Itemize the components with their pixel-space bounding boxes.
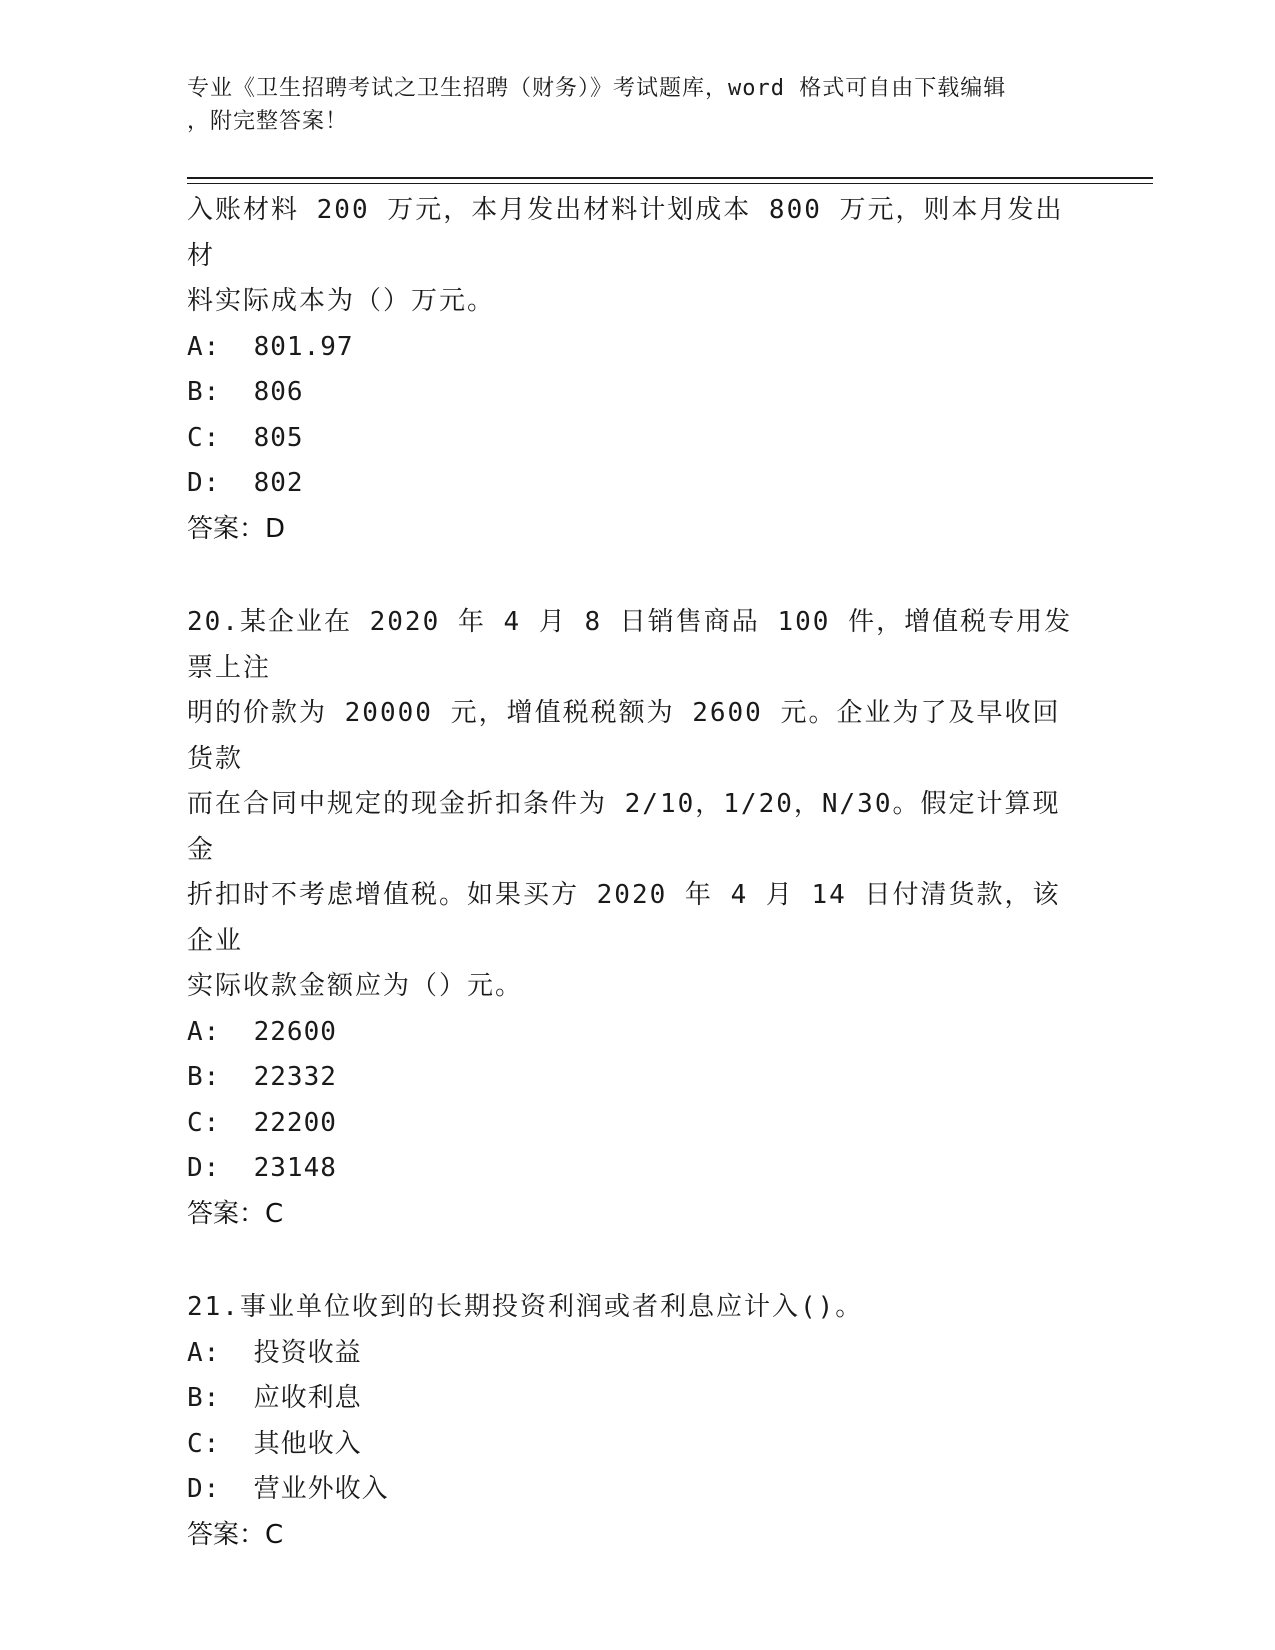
document-header <box>187 72 1067 138</box>
option-d: D: 23148 <box>187 1153 337 1183</box>
option-a: A: 22600 <box>187 1016 337 1047</box>
header-line-1: 专业《卫生招聘考试之卫生招聘（财务）》考试题库，word 格式可自由下载编辑 <box>187 76 1007 101</box>
spacer <box>187 1237 1087 1285</box>
option-b: B: 应收利息 <box>187 1383 362 1413</box>
question-text-line: 折扣时不考虑增值税。如果买方 2020 年 4 月 14 日付清货款，该企业 <box>187 880 1061 956</box>
option-b: B: 22332 <box>187 1062 337 1092</box>
question-text-line: 料实际成本为（）万元。 <box>187 286 496 316</box>
spacer <box>187 552 1087 600</box>
question-20 <box>187 600 1087 1237</box>
option-c: C: 22200 <box>187 1107 337 1138</box>
question-text-line: 21.事业单位收到的长期投资利润或者利息应计入()。 <box>187 1292 864 1322</box>
question-text-line: 明的价款为 20000 元，增值税税额为 2600 元。企业为了及早收回货款 <box>187 698 1061 774</box>
question-text-line: 20.某企业在 2020 年 4 月 8 日销售商品 100 件，增值税专用发票上注 <box>187 607 1073 683</box>
option-d: D: 802 <box>187 468 304 498</box>
option-c: C: 其他收入 <box>187 1428 362 1459</box>
document-body <box>187 188 1087 1558</box>
option-a: A: 投资收益 <box>187 1337 362 1368</box>
option-b: B: 806 <box>187 377 304 407</box>
header-rule-thin <box>187 183 1153 184</box>
question-19 <box>187 188 1087 552</box>
answer: 答案：C <box>187 1519 284 1550</box>
header-line-2: ，附完整答案！ <box>187 109 349 134</box>
answer: 答案：D <box>187 513 286 544</box>
option-c: C: 805 <box>187 422 304 453</box>
question-text-line: 入账材料 200 万元，本月发出材料计划成本 800 万元，则本月发出材 <box>187 195 1064 271</box>
option-a: A: 801.97 <box>187 331 354 362</box>
answer: 答案：C <box>187 1198 284 1229</box>
header-rule-thick <box>187 177 1153 179</box>
question-text-line: 实际收款金额应为（）元。 <box>187 971 524 1001</box>
question-text-line: 而在合同中规定的现金折扣条件为 2/10，1/20，N/30。假定计算现金 <box>187 789 1061 865</box>
question-21 <box>187 1285 1087 1558</box>
option-d: D: 营业外收入 <box>187 1474 389 1504</box>
